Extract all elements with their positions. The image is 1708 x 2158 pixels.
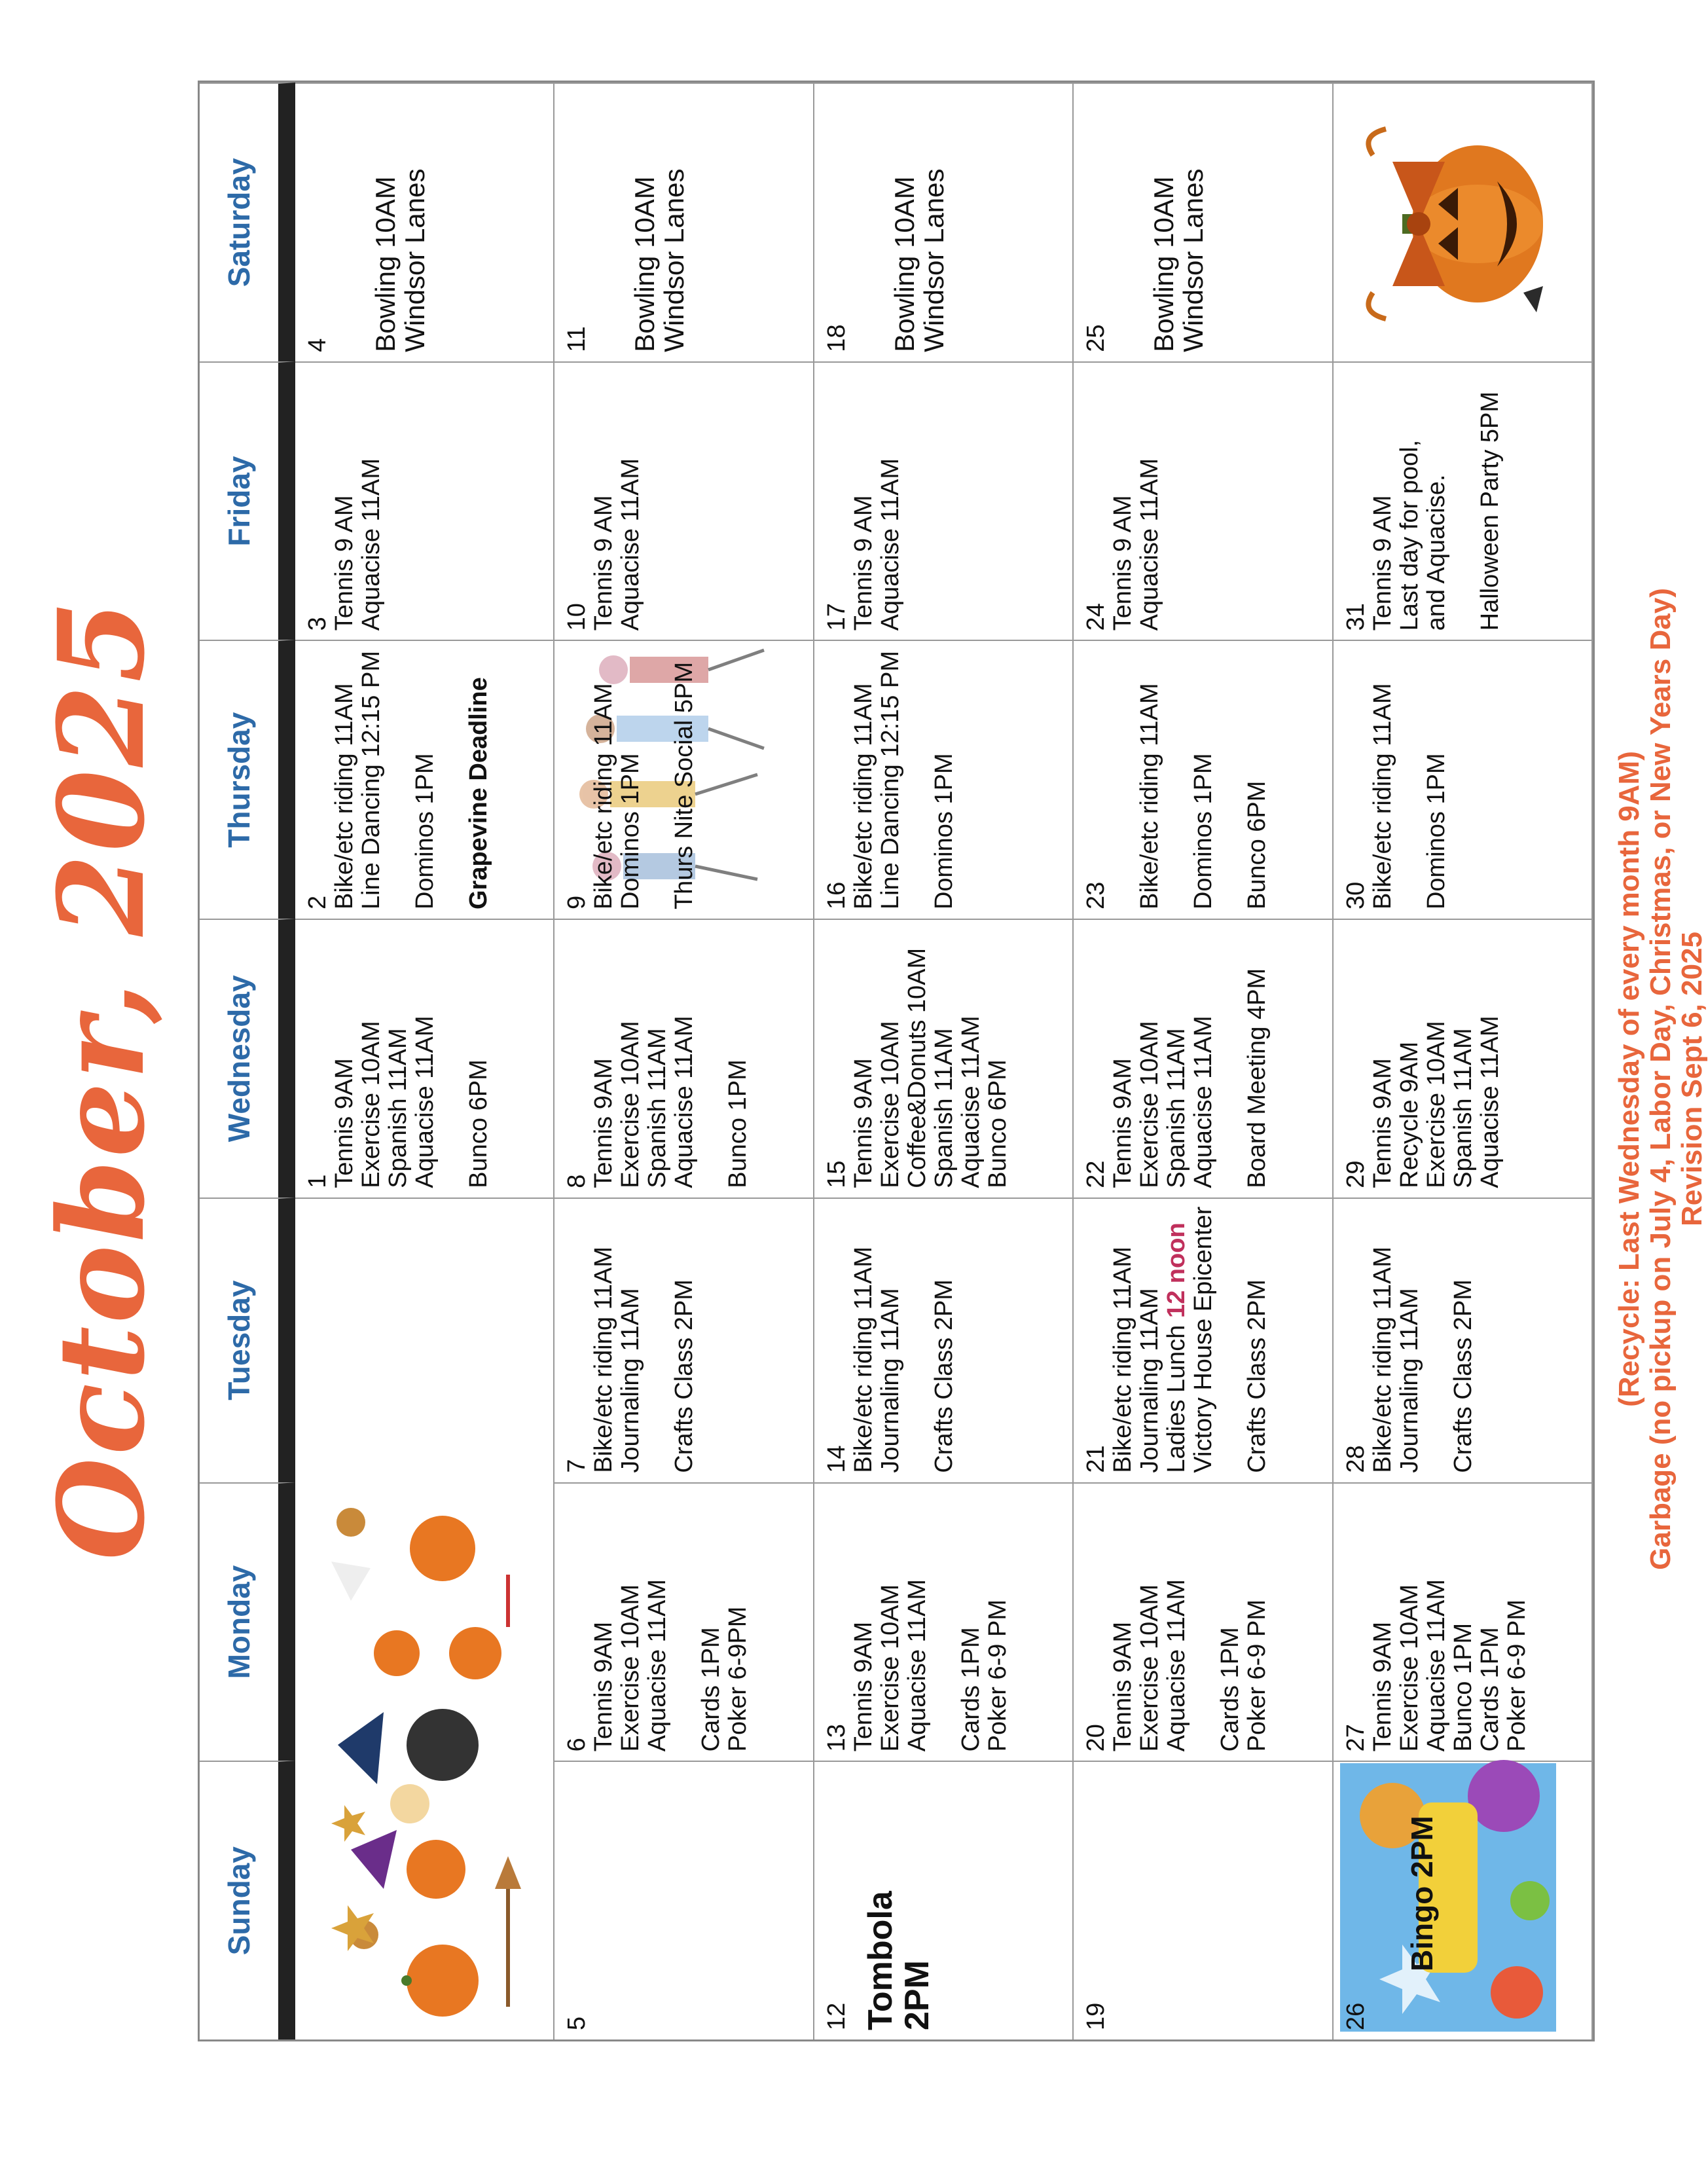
- event-line: Crafts Class 2PM: [670, 1279, 699, 1473]
- event-line: Tennis 9AM: [1109, 1621, 1137, 1752]
- event-line: Dominos 1PM: [930, 753, 958, 910]
- event-line: Bowling 10AM: [888, 176, 920, 352]
- event-line: Tennis 9AM: [590, 1621, 618, 1752]
- day-cell-24: [1074, 361, 1333, 640]
- day-number: 9: [563, 895, 591, 910]
- event-line: Tennis 9 AM: [331, 495, 358, 631]
- day-cell-4: [295, 82, 554, 361]
- day-number: 24: [1082, 603, 1110, 631]
- day-cell-20: [1074, 1482, 1333, 1761]
- event-line: Aquacise 11AM: [1422, 1579, 1450, 1752]
- day-cell-15: [814, 919, 1074, 1198]
- day-cell-16: [814, 640, 1074, 919]
- event-line: Bunco 6PM: [465, 1059, 492, 1188]
- event-line: Recycle 9AM: [1395, 1041, 1423, 1188]
- event-line: Crafts Class 2PM: [930, 1279, 958, 1473]
- event-line: Bike/etc riding 11AM: [590, 1246, 618, 1473]
- event-line: Cards 1PM: [697, 1627, 725, 1752]
- event-line: Spanish 11AM: [1449, 1028, 1477, 1188]
- recycle-note: (Recycle: Last Wednesday of every month 9AM): [1613, 751, 1645, 1407]
- day-number: 18: [822, 324, 850, 352]
- event-line: Thurs Nite Social 5PM: [670, 662, 699, 910]
- ladies-lunch-line: [1163, 1207, 1190, 1473]
- day-number: 1: [304, 1174, 331, 1188]
- weekday-header-tuesday: Tuesday: [200, 1198, 295, 1482]
- day-number: 22: [1082, 1160, 1110, 1188]
- day-number: 27: [1341, 1724, 1370, 1752]
- event-line: Poker 6-9 PM: [1243, 1600, 1271, 1752]
- day-number: 2: [304, 895, 331, 910]
- day-number: 29: [1341, 1160, 1370, 1188]
- day-cell-21: [1074, 1198, 1333, 1482]
- ladies-lunch-time: 12 noon: [1163, 1222, 1191, 1319]
- event-line: Aquacise 11AM: [903, 1579, 931, 1752]
- event-line: Exercise 10AM: [1395, 1584, 1423, 1752]
- event-line: Aquacise 11AM: [1163, 1579, 1191, 1752]
- event-line: Exercise 10AM: [357, 1021, 385, 1188]
- day-number: 3: [304, 617, 331, 631]
- day-cell-2: [295, 640, 554, 919]
- jack-o-lantern-image: [1347, 116, 1563, 332]
- event-line: Aquacise 11AM: [956, 1015, 985, 1188]
- day-cell-19: [1074, 1761, 1333, 2039]
- event-line: Journaling 11AM: [617, 1288, 645, 1473]
- event-line: Exercise 10AM: [876, 1584, 904, 1752]
- event-line: Aquacise 11AM: [1136, 458, 1164, 631]
- tombola-time: 2PM: [898, 1960, 936, 2030]
- event-line: Tennis 9AM: [1368, 1058, 1396, 1188]
- event-line: Spanish 11AM: [384, 1028, 412, 1188]
- event-line: Last day for pool,: [1395, 439, 1423, 631]
- grapevine-deadline: Grapevine Deadline: [465, 677, 492, 910]
- event-line: Spanish 11AM: [644, 1028, 672, 1188]
- event-line: Bunco 6PM: [1243, 780, 1271, 910]
- day-cell-12: [814, 1761, 1074, 2039]
- event-line: Cards 1PM: [1476, 1627, 1504, 1752]
- event-line: Crafts Class 2PM: [1243, 1279, 1271, 1473]
- day-number: 17: [822, 603, 850, 631]
- day-cell-29: [1334, 919, 1593, 1198]
- event-line: Aquacise 11AM: [876, 458, 904, 631]
- event-line: Board Meeting 4PM: [1243, 968, 1271, 1188]
- day-cell-9: [554, 640, 814, 919]
- day-cell-18: [814, 82, 1074, 361]
- event-line: Tennis 9 AM: [590, 495, 618, 631]
- weekday-header-friday: Friday: [200, 361, 295, 640]
- day-number: 10: [563, 603, 591, 631]
- halloween-clipart-image: [312, 1483, 534, 2020]
- event-line: Aquacise 11AM: [357, 458, 385, 631]
- day-number: 7: [563, 1459, 591, 1473]
- day-number: 13: [822, 1724, 850, 1752]
- day-cell-11: [554, 82, 814, 361]
- event-line: Aquacise 11AM: [670, 1015, 699, 1188]
- event-line: Aquacise 11AM: [617, 458, 645, 631]
- day-cell-27: [1334, 1482, 1593, 1761]
- event-line: Aquacise 11AM: [1190, 1015, 1218, 1188]
- event-line: Journaling 11AM: [1395, 1288, 1423, 1473]
- day-cell-5: [554, 1761, 814, 2039]
- event-line: Tennis 9AM: [1368, 1621, 1396, 1752]
- event-line: and Aquacise.: [1422, 474, 1450, 631]
- day-number: 6: [563, 1738, 591, 1752]
- calendar-title: October, 2025: [33, 597, 171, 1561]
- day-cell-25: [1074, 82, 1333, 361]
- day-cell-31: [1334, 361, 1593, 640]
- day-number: 19: [1082, 2002, 1110, 2030]
- event-line: Bowling 10AM: [370, 176, 401, 352]
- weekday-header-sunday: Sunday: [200, 1761, 295, 2039]
- event-line: Exercise 10AM: [617, 1021, 645, 1188]
- event-line: Tennis 9AM: [849, 1621, 877, 1752]
- event-line: Spanish 11AM: [1163, 1028, 1191, 1188]
- garbage-note: Garbage (no pickup on July 4, Labor Day, Christmas, or New Years Day): [1644, 588, 1677, 1570]
- day-cell-7: [554, 1198, 814, 1482]
- event-line: Bike/etc riding 11AM: [849, 1246, 877, 1473]
- bingo-label: Bingo 2PM: [1404, 1816, 1439, 1971]
- event-line: Poker 6-9 PM: [983, 1600, 1011, 1752]
- day-cell-26: [1334, 1761, 1593, 2039]
- day-number: 16: [822, 881, 850, 910]
- event-line: Poker 6-9PM: [724, 1606, 752, 1752]
- event-line: Spanish 11AM: [930, 1028, 958, 1188]
- event-line: Dominos 1PM: [617, 753, 645, 910]
- day-cell-22: [1074, 919, 1333, 1198]
- weekday-header-wednesday: Wednesday: [200, 919, 295, 1198]
- event-line: Exercise 10AM: [876, 1021, 904, 1188]
- event-line: Bike/etc riding 11AM: [849, 683, 877, 910]
- event-line: Poker 6-9 PM: [1502, 1600, 1531, 1752]
- day-number: 5: [563, 2016, 591, 2030]
- calendar-grid: [198, 81, 1595, 2041]
- day-cell-13: [814, 1482, 1074, 1761]
- halloween-clipart-cell: [295, 1198, 554, 2039]
- day-cell-28: [1334, 1198, 1593, 1482]
- event-line: Tennis 9AM: [331, 1058, 358, 1188]
- day-number: 31: [1341, 603, 1370, 631]
- event-line: Bike/etc riding 11AM: [590, 683, 618, 910]
- event-line: Bike/etc riding 11AM: [1109, 1246, 1137, 1473]
- event-line: Exercise 10AM: [1422, 1021, 1450, 1188]
- event-line: Tennis 9 AM: [849, 495, 877, 631]
- day-cell-17: [814, 361, 1074, 640]
- event-line: Line Dancing 12:15 PM: [876, 651, 904, 910]
- event-line: Journaling 11AM: [876, 1288, 904, 1473]
- day-cell-23: [1074, 640, 1333, 919]
- event-line: Coffee&Donuts 10AM: [903, 947, 931, 1188]
- day-number: 25: [1082, 324, 1110, 352]
- event-line: Windsor Lanes: [1178, 168, 1209, 352]
- event-line: Line Dancing 12:15 PM: [357, 651, 385, 910]
- event-line: Aquacise 11AM: [644, 1579, 672, 1752]
- day-number: 26: [1341, 2002, 1370, 2030]
- event-line: Dominos 1PM: [1190, 753, 1218, 910]
- day-cell-14: [814, 1198, 1074, 1482]
- event-line: Exercise 10AM: [1136, 1021, 1164, 1188]
- event-line: Bike/etc riding 11AM: [1368, 1246, 1396, 1473]
- event-line: Tennis 9 AM: [1368, 495, 1396, 631]
- event-line: Tennis 9AM: [849, 1058, 877, 1188]
- event-line: Halloween Party 5PM: [1476, 391, 1504, 631]
- day-cell-3: [295, 361, 554, 640]
- weekday-header-saturday: Saturday: [200, 82, 295, 361]
- event-line: Dominos 1PM: [1422, 753, 1450, 910]
- day-number: 11: [563, 326, 591, 352]
- event-line: Tennis 9AM: [590, 1058, 618, 1188]
- event-line: Bunco 1PM: [724, 1059, 752, 1188]
- event-line: Cards 1PM: [956, 1627, 985, 1752]
- weekday-header-thursday: Thursday: [200, 640, 295, 919]
- day-number: 15: [822, 1160, 850, 1188]
- event-line: Bowling 10AM: [1148, 176, 1180, 352]
- day-number: 21: [1082, 1445, 1110, 1473]
- day-number: 4: [304, 338, 331, 352]
- event-line: Bike/etc riding 11AM: [1368, 683, 1396, 910]
- day-cell-10: [554, 361, 814, 640]
- pumpkin-clipart-cell: [1334, 82, 1593, 361]
- event-line: Exercise 10AM: [617, 1584, 645, 1752]
- day-number: 14: [822, 1445, 850, 1473]
- event-line: Crafts Class 2PM: [1449, 1279, 1477, 1473]
- event-line: Windsor Lanes: [399, 168, 430, 352]
- ladies-lunch-label: Ladies Lunch: [1163, 1318, 1191, 1473]
- day-number: 20: [1082, 1724, 1110, 1752]
- weekday-header-monday: Monday: [200, 1482, 295, 1761]
- day-cell-30: [1334, 640, 1593, 919]
- event-line: Bowling 10AM: [629, 176, 661, 352]
- day-number: 8: [563, 1174, 591, 1188]
- event-line: Bike/etc riding 11AM: [1136, 683, 1164, 910]
- event-line: Tennis 9AM: [1109, 1058, 1137, 1188]
- event-line: Bunco 1PM: [1449, 1622, 1477, 1752]
- event-line: Bunco 6PM: [983, 1059, 1011, 1188]
- event-line: Aquacise 11AM: [411, 1015, 439, 1188]
- event-line: Journaling 11AM: [1136, 1288, 1164, 1473]
- day-cell-8: [554, 919, 814, 1198]
- event-line: Exercise 10AM: [1136, 1584, 1164, 1752]
- day-number: 30: [1341, 881, 1370, 910]
- event-line: Victory House Epicenter: [1190, 1206, 1218, 1473]
- day-number: 23: [1082, 881, 1110, 910]
- event-line: Aquacise 11AM: [1476, 1015, 1504, 1188]
- event-line: Windsor Lanes: [659, 168, 690, 352]
- day-cell-6: [554, 1482, 814, 1761]
- day-number: 12: [822, 2002, 850, 2030]
- footer-notes: [1614, 0, 1708, 2158]
- event-line: Windsor Lanes: [918, 168, 949, 352]
- revision-note: Revision Sept 6, 2025: [1676, 932, 1708, 1226]
- day-number: 28: [1341, 1445, 1370, 1473]
- event-line: Dominos 1PM: [411, 753, 439, 910]
- event-line: Cards 1PM: [1216, 1627, 1245, 1752]
- tombola-label: Tombola: [861, 1891, 899, 2030]
- day-cell-1: [295, 919, 554, 1198]
- event-line: Tennis 9 AM: [1109, 495, 1137, 631]
- event-line: Bike/etc riding 11AM: [331, 683, 358, 910]
